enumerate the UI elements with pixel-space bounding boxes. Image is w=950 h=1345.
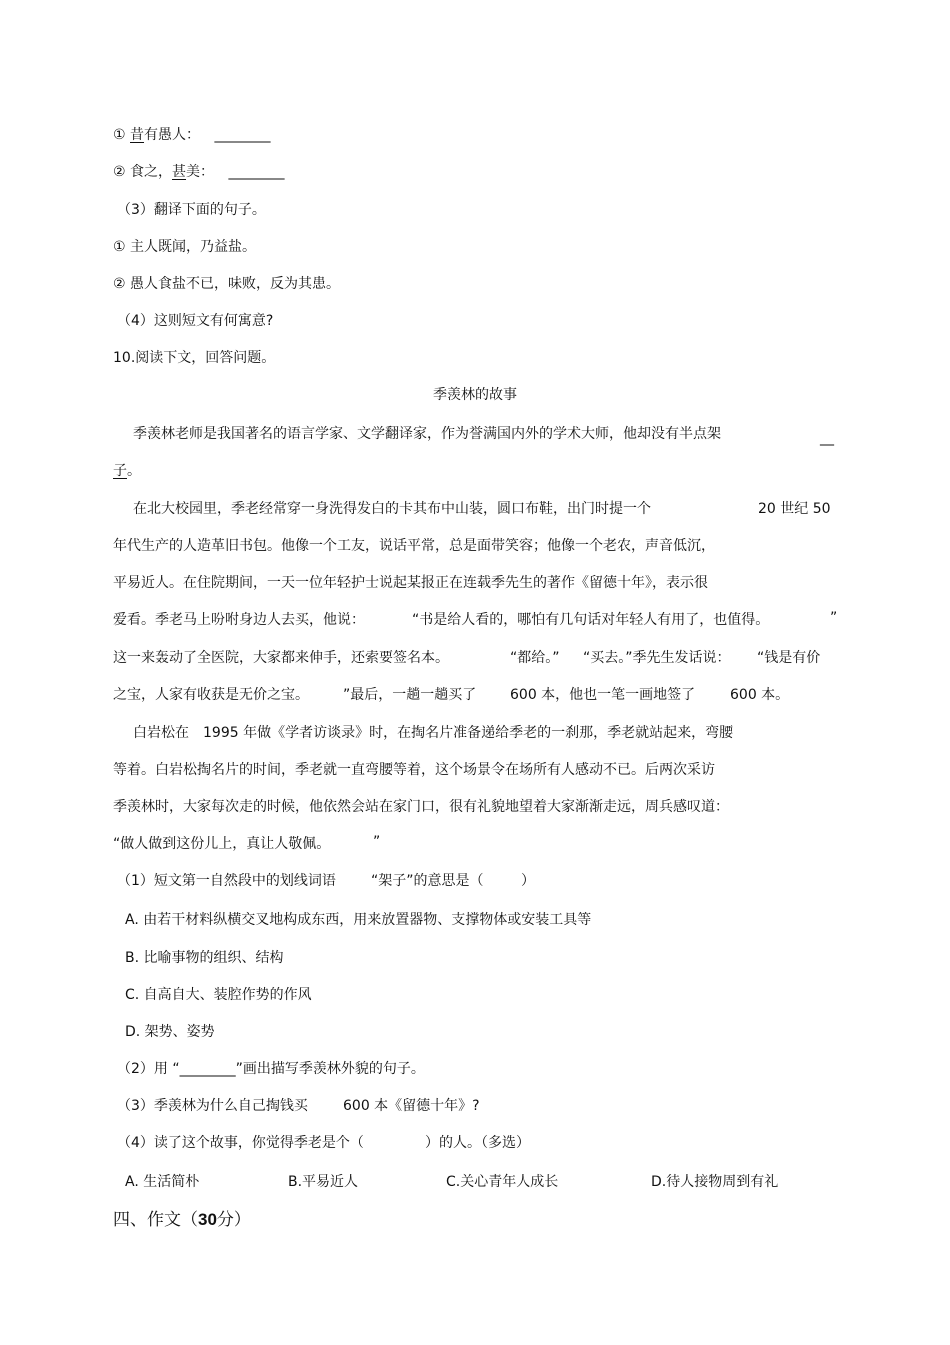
passage-p3-line4b: ” xyxy=(373,834,381,850)
option-d[interactable]: D. 架势、姿势 xyxy=(125,1024,215,1040)
passage-p2-line6d: 600 本。 xyxy=(730,687,790,703)
answer-blank[interactable]: ________ xyxy=(179,1061,236,1077)
q9-item-1: ① 昔有愚人： ________ xyxy=(113,127,271,143)
passage-p2-line4a: 爱看。季老马上吩咐身边人去买，他说： xyxy=(113,612,365,628)
answer-blank[interactable]: ________ xyxy=(214,127,271,143)
passage-p2-line6a: 之宝，人家有收获是无价之宝。 xyxy=(113,687,309,703)
passage-p1-line1: 季羡林老师是我国著名的语言学家、文学翻译家，作为誉满国内外的学术大师，他却没有半点架 xyxy=(133,426,721,442)
q9-item-2: ② 食之，甚美： ________ xyxy=(113,164,285,180)
option-a[interactable]: A. 由若干材料纵横交叉地构成东西，用来放置器物、支撑物体或安装工具等 xyxy=(125,912,592,928)
q9-sub3: （3）翻译下面的句子。 xyxy=(117,202,266,218)
passage-p2-line4b: “书是给人看的，哪怕有几句话对年轻人有用了，也值得。 xyxy=(412,612,770,628)
q10-sub3-b: 600 本《留德十年》? xyxy=(343,1098,480,1114)
underlined-word: 子 xyxy=(113,463,127,479)
passage-p2-line4c: ” xyxy=(830,610,838,626)
p1-underline-blank: __ xyxy=(820,430,834,446)
q10-sub1-a: （1）短文第一自然段中的划线词语 xyxy=(117,873,336,889)
choice-c[interactable]: C.关心青年人成长 xyxy=(446,1174,559,1190)
option-c[interactable]: C. 自高自大、装腔作势的作风 xyxy=(125,987,312,1003)
option-b[interactable]: B. 比喻事物的组织、结构 xyxy=(125,950,284,966)
choice-d[interactable]: D.待人接物周到有礼 xyxy=(651,1174,779,1190)
passage-p3-line4a: “做人做到这份儿上，真让人敬佩。 xyxy=(113,836,331,852)
q10-sub2: （2）用 “________”画出描写季羡林外貌的句子。 xyxy=(117,1061,425,1077)
q9-sentence-1: ① 主人既闻，乃益盐。 xyxy=(113,239,257,255)
q10-intro: 10.阅读下文，回答问题。 xyxy=(113,350,276,366)
q10-sub3-a: （3）季羡林为什么自己掏钱买 xyxy=(117,1098,308,1114)
section-points: 30 xyxy=(198,1210,217,1229)
q10-sub1-b: “架子”的意思是（ xyxy=(371,873,484,889)
passage-p2-line3: 平易近人。在住院期间，一天一位年轻护士说起某报正在连载季先生的著作《留德十年》，表示很 xyxy=(113,575,708,591)
passage-p2-line6c: 600 本，他也一笔一画地签了 xyxy=(510,687,696,703)
passage-p2-line1b: 20 世纪 50 xyxy=(758,501,831,517)
passage-p2-line5b: “都给。” xyxy=(510,650,560,666)
q9-sentence-2: ② 愚人食盐不已，味败，反为其患。 xyxy=(113,276,341,292)
choice-b[interactable]: B.平易近人 xyxy=(288,1174,359,1190)
passage-p1-line2: 子。 xyxy=(113,463,141,479)
choice-a[interactable]: A. 生活简朴 xyxy=(125,1174,200,1190)
passage-p2-line5d: “钱是有价 xyxy=(757,650,821,666)
passage-p3-line2: 等着。白岩松掏名片的时间，季老就一直弯腰等着，这个场景令在场所有人感动不已。后两次采访 xyxy=(113,762,715,778)
passage-p3-line1b: 1995 年做《学者访谈录》时，在掏名片准备递给季老的一刹那，季老就站起来，弯腰 xyxy=(203,725,734,741)
q10-sub1-c: ） xyxy=(521,873,535,889)
passage-title: 季羡林的故事 xyxy=(433,387,517,403)
passage-p2-line5c: “买去。”季先生发话说： xyxy=(583,650,731,666)
passage-p3-line3: 季羡林时，大家每次走的时候，他依然会站在家门口，很有礼貌地望着大家渐渐走远，周兵感叹道： xyxy=(113,799,729,815)
section-heading: 四、作文（30分） xyxy=(113,1210,251,1230)
q9-sub4: （4）这则短文有何寓意? xyxy=(117,313,274,329)
passage-p2-line1a: 在北大校园里，季老经常穿一身洗得发白的卡其布中山装，圆口布鞋，出门时提一个 xyxy=(133,501,651,517)
answer-blank[interactable]: ________ xyxy=(228,164,285,180)
passage-p2-line5a: 这一来轰动了全医院，大家都来伸手，还索要签名本。 xyxy=(113,650,449,666)
q10-sub4-b: ）的人。（多选） xyxy=(425,1135,530,1151)
q10-sub4-a: （4）读了这个故事，你觉得季老是个（ xyxy=(117,1135,364,1151)
passage-p3-line1a: 白岩松在 xyxy=(133,725,189,741)
passage-p2-line2: 年代生产的人造革旧书包。他像一个工友，说话平常，总是面带笑容；他像一个老农，声音低沉， xyxy=(113,538,715,554)
passage-p2-line6b: ”最后，一趟一趟买了 xyxy=(343,687,477,703)
